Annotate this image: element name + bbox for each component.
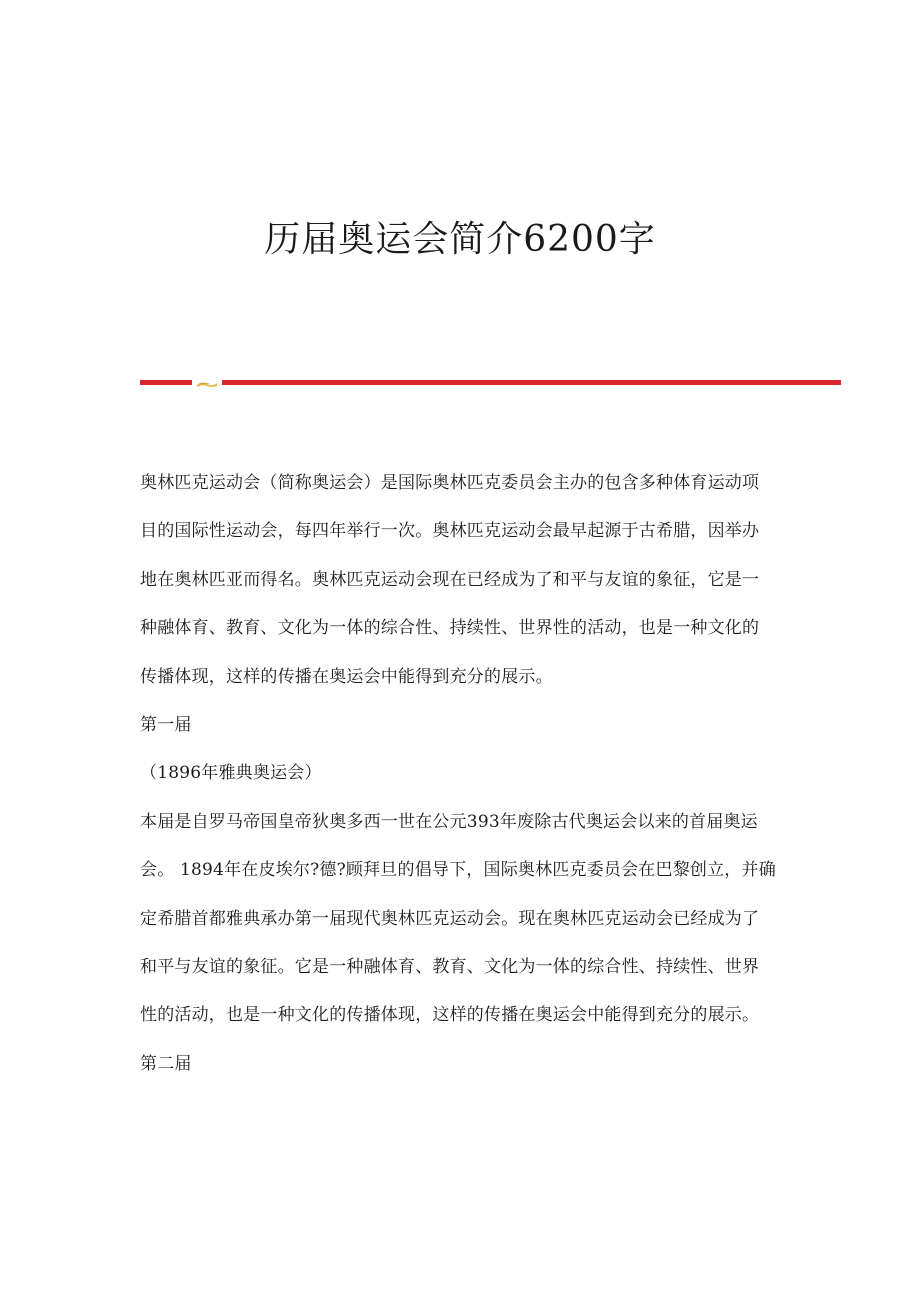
section-heading: 第二届 [140,1053,192,1074]
document-title: 历届奥运会简介6200字 [264,219,656,260]
section-subheading: （1896年雅典奥运会） [140,763,322,784]
section-body-paragraph: 本届是自罗马帝国皇帝狄奥多西一世在公元393年废除古代奥运会以来的首届奥运会。 1894年在皮埃尔?德?顾拜旦的倡导下，国际奥林匹克委员会在巴黎创立，并确定希腊首都雅典承办第一届现代奥林匹克运动会。现在奥林匹克运动会已经成为了和平与友谊的象征。它是一种融体育、教育、文化为一体的综合性、持续性、世界性的活动，也是一种文化的传播体现，这样的传播在奥运会中能得到充分的展示。 [140,811,776,1026]
intro-paragraph: 奥林匹克运动会（简称奥运会）是国际奥林匹克委员会主办的包含多种体育运动项目的国际性运动会，每四年举行一次。奥林匹克运动会最早起源于古希腊，因举办地在奥林匹亚而得名。奥林匹克运动会现在已经成为了和平与友谊的象征，它是一种融体育、教育、文化为一体的综合性、持续性、世界性的活动，也是一种文化的传播体现，这样的传播在奥运会中能得到充分的展示。 [140,473,760,687]
section-heading: 第一届 [140,715,192,736]
divider-emblem-icon [196,380,218,388]
document-body [140,459,776,1088]
title-divider-right [222,380,841,385]
title-divider-left [140,380,192,385]
